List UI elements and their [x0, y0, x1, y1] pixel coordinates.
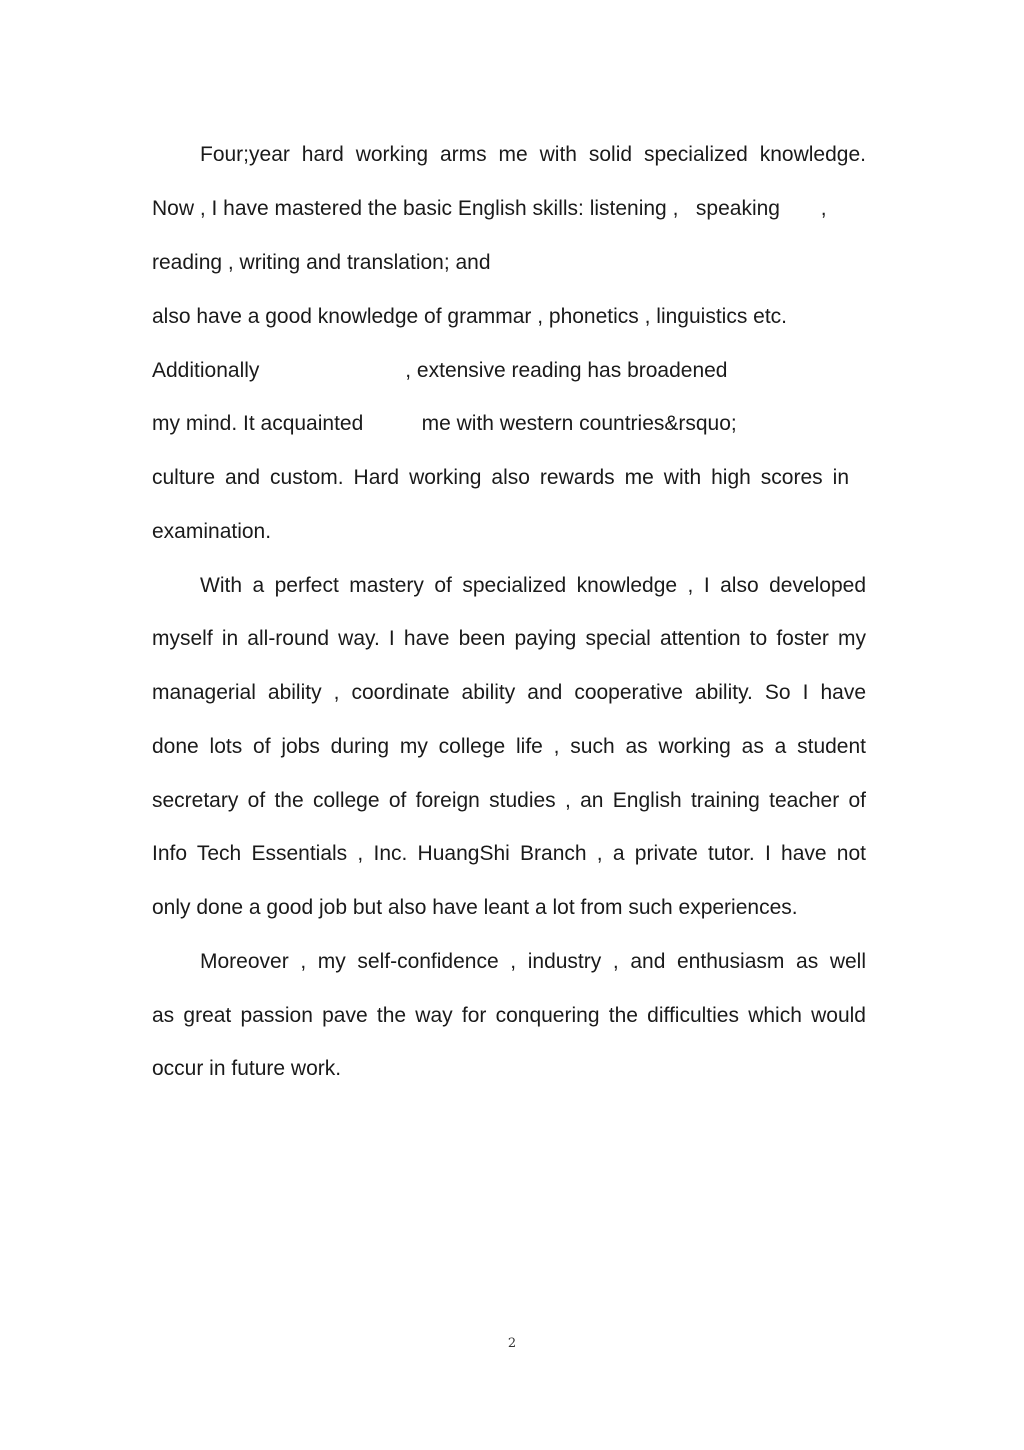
paragraph-1-line-2: Now , I have mastered the basic English skills: listening , speaking ,: [152, 197, 827, 220]
paragraph-1-line-5: Additionally , extensive reading has broadened: [152, 359, 728, 382]
paragraph-3-line-3: occur in future work.: [152, 1057, 342, 1080]
paragraph-3-line-2: as great passion pave the way for conquering the difficulties which would: [152, 1004, 866, 1027]
page-number: 2: [507, 1336, 517, 1351]
paragraph-2-line-5: secretary of the college of foreign studies , an English training teacher of: [152, 789, 866, 812]
paragraph-3-line-1: Moreover , my self-confidence , industry , and enthusiasm as well: [200, 950, 866, 973]
paragraph-1-line-4: also have a good knowledge of grammar , phonetics , linguistics etc.: [152, 305, 788, 328]
paragraph-2-line-6: Info Tech Essentials , Inc. HuangShi Branch , a private tutor. I have not: [152, 842, 866, 865]
paragraph-2-line-4: done lots of jobs during my college life , such as working as a student: [152, 735, 866, 758]
paragraph-1-line-7: culture and custom. Hard working also rewards me with high scores in: [152, 466, 849, 489]
paragraph-2-line-2: myself in all-round way. I have been paying special attention to foster my: [152, 627, 866, 650]
paragraph-1-line-6: my mind. It acquainted me with western countries&rsquo;: [152, 412, 737, 435]
paragraph-2-line-3: managerial ability , coordinate ability and cooperative ability. So I have: [152, 681, 866, 704]
paragraph-1-line-1: Four;year hard working arms me with solid specialized knowledge.: [200, 143, 866, 166]
paragraph-2-line-1: With a perfect mastery of specialized knowledge , I also developed: [200, 574, 866, 597]
paragraph-1-line-3: reading , writing and translation; and: [152, 251, 491, 274]
paragraph-2-line-7: only done a good job but also have leant a lot from such experiences.: [152, 896, 798, 919]
paragraph-1-line-8: examination.: [152, 520, 272, 543]
